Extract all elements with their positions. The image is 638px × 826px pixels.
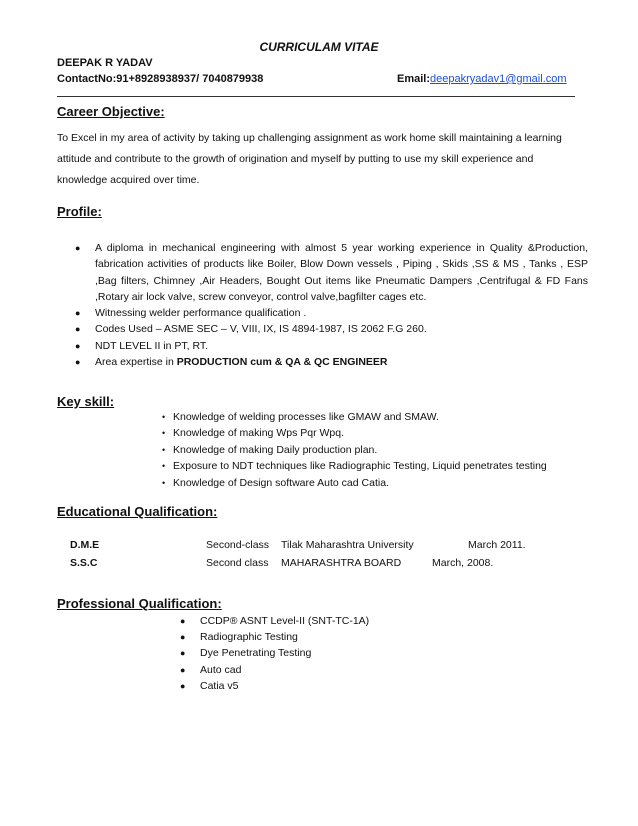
career-objective-text: To Excel in my area of activity by taking up challenging assignment as work home skill maintaining a learning attitude and contribute to the growth of origination and myself by putting to use my skill experience and knowledge acquired over time. [57, 132, 562, 186]
skill-text: Knowledge of making Daily production plan. [173, 443, 378, 456]
header-divider [57, 96, 575, 97]
qualification-text: CCDP® ASNT Level-II (SNT-TC-1A) [200, 615, 370, 627]
qualification-text: Auto cad [200, 663, 242, 676]
bullet-icon: ● [75, 324, 81, 335]
list-item [162, 458, 602, 474]
class-cell: Second class [206, 557, 269, 569]
email-link[interactable]: deepakryadav1@gmail.com [430, 73, 567, 85]
professional-heading: Professional Qualification: [57, 596, 222, 611]
email-line [397, 73, 567, 85]
profile-item-text: Area expertise in [95, 356, 177, 369]
career-objective-heading: Career Objective: [57, 104, 165, 119]
course-cell: D.M.E [70, 539, 100, 551]
date-cell: March 2011. [468, 539, 526, 551]
bullet-icon: ● [75, 308, 81, 319]
bullet-icon: ● [180, 664, 186, 675]
contact-number: ContactNo:91+8928938937/ 7040879938 [57, 73, 264, 85]
bullet-icon: ● [75, 243, 81, 253]
bullet-icon: ● [180, 616, 186, 626]
list-item [180, 645, 480, 661]
list-item [162, 409, 602, 425]
bullet-icon: • [162, 428, 166, 439]
bullet-icon: • [162, 412, 166, 422]
skill-text: Knowledge of making Wps Pqr Wpq. [173, 427, 344, 440]
list-item [162, 425, 602, 441]
qualification-text: Dye Penetrating Testing [200, 647, 312, 660]
list-item [76, 240, 588, 305]
course-cell: S.S.C [70, 557, 98, 569]
profile-item-text: A diploma in mechanical engineering with almost 5 year working experience in Quality &Production, fabrication activities of products like Boiler, Blow Down vessels , Piping , Skids ,SS & MS , Tanks , ESP ,Bag filters, Chimney ,Air Headers, Bought Out items like Pneumatic Dampers ,Centrifugal & FD Fans ,Rotary air lock valve, screw conveyor, control valve,bagfilter cages etc. [95, 242, 588, 303]
list-item [76, 321, 588, 337]
candidate-name: DEEPAK R YADAV [57, 57, 153, 69]
skills-list [162, 409, 602, 491]
profile-list [76, 240, 588, 370]
list-item [76, 305, 588, 321]
list-item [180, 662, 480, 678]
profile-item-emphasis: PRODUCTION cum & QA & QC ENGINEER [176, 356, 388, 369]
bullet-icon: ● [75, 357, 81, 368]
date-cell: March, 2008. [432, 557, 494, 569]
list-item [180, 613, 480, 629]
email-label: Email: [397, 73, 431, 85]
bullet-icon: ● [180, 680, 186, 691]
skill-text: Exposure to NDT techniques like Radiographic Testing, Liquid penetrates testing [173, 460, 547, 473]
key-skill-heading: Key skill: [57, 394, 115, 409]
bullet-icon: • [162, 461, 166, 472]
list-item [180, 678, 480, 694]
list-item [162, 442, 602, 458]
list-item [180, 629, 480, 645]
class-cell: Second-class [206, 539, 270, 551]
profile-item-text: Codes Used – ASME SEC – V, VIII, IX, IS 4894-1987, IS 2062 F.G 260. [95, 323, 427, 336]
profile-item-text: Witnessing welder performance qualification . [95, 307, 307, 320]
bullet-icon: ● [180, 648, 186, 659]
qualification-text: Radiographic Testing [200, 631, 298, 644]
skill-text: Knowledge of Design software Auto cad Catia. [173, 476, 389, 489]
document-title: CURRICULAM VITAE [259, 40, 379, 54]
profile-heading: Profile: [57, 204, 102, 219]
skill-text: Knowledge of welding processes like GMAW and SMAW. [173, 411, 439, 423]
bullet-icon: • [162, 444, 166, 455]
board-cell: MAHARASHTRA BOARD [281, 557, 402, 569]
list-item [162, 475, 602, 491]
list-item [76, 354, 588, 370]
bullet-icon: ● [75, 340, 81, 351]
professional-list [180, 613, 480, 694]
qualification-text: Catia v5 [200, 679, 239, 692]
profile-item-text: NDT LEVEL II in PT, RT. [95, 339, 209, 352]
board-cell: Tilak Maharashtra University [281, 539, 414, 551]
education-heading: Educational Qualification: [57, 504, 218, 519]
bullet-icon: • [162, 477, 166, 488]
bullet-icon: ● [180, 632, 186, 643]
list-item [76, 338, 588, 354]
